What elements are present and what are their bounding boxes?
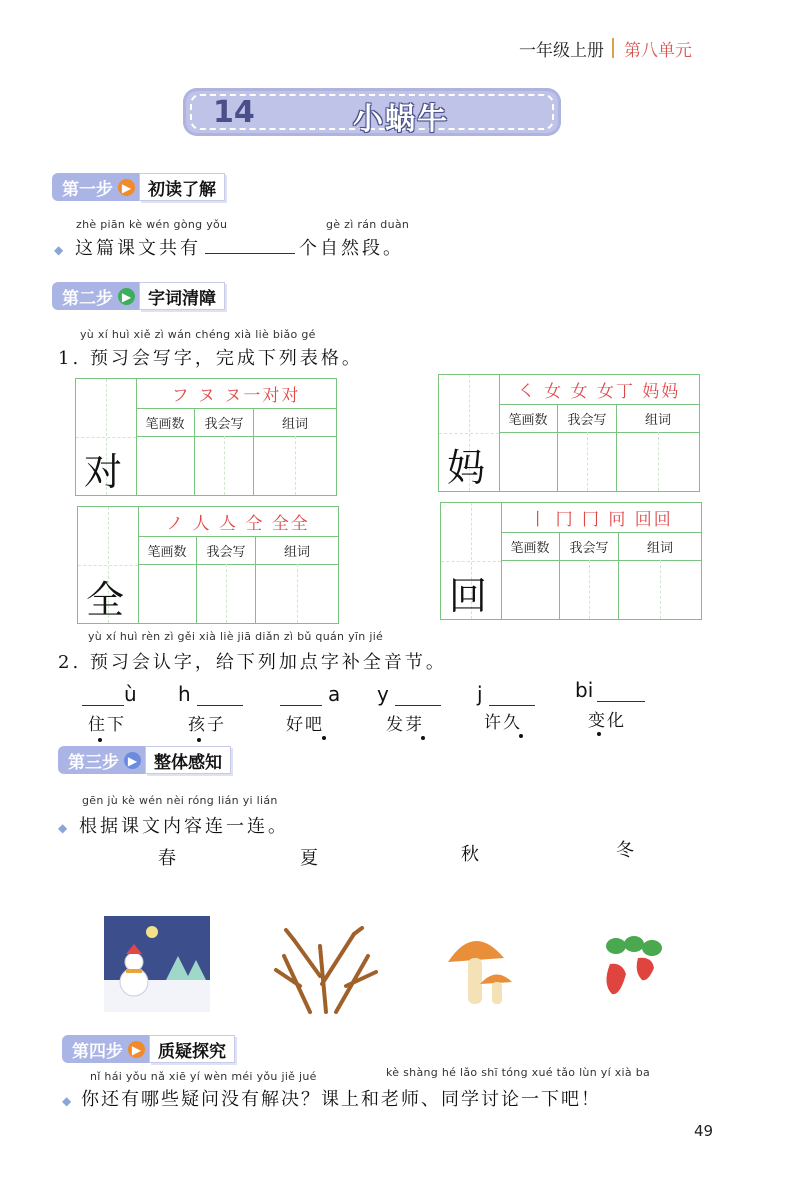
strawberry [637, 958, 654, 981]
syllable-1 [82, 682, 137, 706]
syllable-blank[interactable] [280, 687, 322, 706]
write-cell[interactable] [558, 432, 617, 491]
table-header-row [499, 404, 699, 433]
col-i-can-write: 我会写 [197, 536, 256, 564]
mushrooms-image[interactable] [444, 928, 516, 1008]
stroke-order: ㇛ 女 女 女丁 妈妈 [499, 375, 699, 405]
syllable-given: a [328, 682, 341, 706]
step2-heading [52, 281, 225, 311]
step3-tag [58, 746, 145, 774]
emphasis-dot [197, 738, 201, 742]
snowman-head [125, 953, 143, 971]
write-cell[interactable] [197, 564, 256, 623]
char-table-hui [440, 502, 702, 620]
step1-question [54, 234, 404, 260]
word-cell[interactable] [619, 560, 701, 619]
word-haoba: 好吧 [286, 715, 324, 735]
q1-pinyin: yù xí huì xiě zì wán chéng xià liè biǎo gé [80, 328, 316, 341]
page-number: 49 [694, 1122, 714, 1140]
col-stroke-count: 笔画数 [499, 404, 558, 432]
season-spring[interactable]: 春 [158, 848, 176, 869]
stroke-order: 丨 冂 冂 冋 回回 [501, 503, 701, 533]
syllable-blank[interactable] [197, 687, 243, 706]
unit-label: 第八单元 [624, 41, 692, 61]
char-cell [76, 379, 137, 495]
step3-tag-text: 第三步 [68, 752, 119, 773]
stroke-count-cell[interactable] [501, 560, 560, 619]
arrow-right-icon: ▶ [118, 288, 135, 305]
syllable-blank[interactable] [395, 687, 441, 706]
step1-tag [52, 173, 139, 201]
table-header-row [501, 532, 701, 561]
step4-heading [62, 1034, 235, 1064]
syllable-given: ù [124, 682, 137, 706]
table-body-row [501, 560, 701, 619]
write-cell[interactable] [560, 560, 619, 619]
step4-pinyin-a: nǐ hái yǒu nǎ xiē yí wèn méi yǒu jiě jué [90, 1070, 317, 1083]
mushroom-stem-small [492, 982, 502, 1004]
syllable-blank[interactable] [82, 687, 124, 706]
diamond-bullet-icon: ◆ [62, 1094, 74, 1108]
char-cell [78, 507, 139, 623]
bare-bushes-image[interactable] [270, 926, 382, 1014]
big-char: 全 [86, 578, 125, 622]
syllable-5 [477, 682, 535, 706]
table-header-row [138, 536, 338, 565]
word-faya: 发芽 [386, 715, 424, 735]
leaf [606, 938, 626, 954]
emphasis-dot [421, 736, 425, 740]
big-char: 回 [449, 574, 488, 618]
char-table-dui [75, 378, 337, 496]
step3-label: 整体感知 [145, 746, 231, 774]
season-winter[interactable]: 冬 [616, 840, 634, 861]
syllable-blank[interactable] [489, 687, 535, 706]
word-zhuxia: 住下 [88, 715, 126, 735]
stroke-order: ノ 人 亼 仝 全全 [138, 507, 338, 537]
stroke-count-cell[interactable] [499, 432, 558, 491]
step2-tag [52, 282, 139, 310]
diamond-bullet-icon: ◆ [58, 821, 71, 835]
syllable-3 [280, 682, 340, 706]
step1-tag-text: 第一步 [62, 179, 113, 200]
lesson-number: 14 [213, 95, 255, 130]
table-body-row [138, 564, 338, 623]
strawberries-image[interactable] [596, 934, 664, 998]
mushroom-stem [468, 958, 482, 1004]
step1-pinyin-b: gè zì rán duàn [326, 218, 410, 231]
step2-label: 字词清障 [139, 282, 225, 310]
word-xujiu: 许久 [484, 713, 522, 733]
snowman-scarf [126, 969, 142, 973]
arrow-right-icon: ▶ [118, 179, 135, 196]
arrow-right-icon: ▶ [124, 752, 141, 769]
word-bianhua: 变化 [588, 711, 626, 731]
col-word-building: 组词 [644, 412, 671, 428]
col-word-building: 组词 [283, 544, 310, 560]
syllable-given: bi [575, 678, 594, 702]
col-stroke-count: 笔画数 [136, 408, 195, 436]
q1-text: 1. 预习会写字，完成下列表格。 [58, 348, 363, 369]
word-haizi: 孩子 [188, 715, 226, 735]
branches [276, 928, 376, 1012]
step3-question [58, 812, 289, 838]
syllable-blank[interactable] [597, 683, 645, 702]
word-cell[interactable] [256, 564, 338, 623]
syllable-given: h [178, 682, 191, 706]
snowman-scene-image[interactable] [104, 916, 210, 1012]
col-word-building: 组词 [281, 416, 308, 432]
step4-text: 你还有哪些疑问没有解决？课上和老师、同学讨论一下吧！ [80, 1089, 601, 1110]
char-table-ma [438, 374, 700, 492]
col-stroke-count: 笔画数 [138, 536, 197, 564]
big-char: 妈 [447, 446, 486, 490]
col-word-building: 组词 [646, 540, 673, 556]
strawberry [606, 964, 626, 994]
step3-heading [58, 745, 231, 775]
char-cell [439, 375, 500, 491]
lesson-title: 小蜗牛 [353, 102, 449, 137]
emphasis-dot [597, 732, 601, 736]
step2-tag-text: 第二步 [62, 288, 113, 309]
col-stroke-count: 笔画数 [501, 532, 560, 560]
step3-text: 根据课文内容连一连。 [78, 816, 289, 837]
col-i-can-write: 我会写 [558, 404, 617, 432]
grade-label: 一年级上册 [519, 41, 604, 61]
syllable-given: j [477, 682, 483, 706]
stroke-order: フ ヌ ヌ一对对 [136, 379, 336, 409]
emphasis-dot [322, 736, 326, 740]
table-body-row [136, 436, 336, 495]
q2-pinyin: yù xí huì rèn zì gěi xià liè jiā diǎn zì bǔ quán yīn jié [88, 630, 384, 643]
step4-tag-text: 第四步 [72, 1041, 123, 1062]
moon [146, 926, 158, 938]
leaf [642, 940, 662, 956]
stroke-count-cell[interactable] [138, 564, 197, 623]
diamond-bullet-icon: ◆ [54, 243, 67, 257]
syllable-6 [575, 678, 645, 702]
step1-label: 初读了解 [139, 173, 225, 201]
col-i-can-write: 我会写 [195, 408, 254, 436]
step4-tag [62, 1035, 149, 1063]
arrow-right-icon: ▶ [128, 1041, 145, 1058]
step1-pinyin-a: zhè piān kè wén gòng yǒu [76, 218, 228, 231]
syllable-2 [178, 682, 243, 706]
emphasis-dot [98, 738, 102, 742]
season-summer[interactable]: 夏 [300, 848, 318, 869]
lesson-banner [183, 88, 561, 136]
step4-question [62, 1085, 601, 1111]
q2-text: 2. 预习会认字，给下列加点字补全音节。 [58, 652, 447, 673]
step1-text-a: 这篇课文共有 [74, 238, 201, 259]
write-cell[interactable] [195, 436, 254, 495]
char-table-quan [77, 506, 339, 624]
step4-label: 质疑探究 [149, 1035, 235, 1063]
emphasis-dot [519, 734, 523, 738]
step4-pinyin-b: kè shàng hé lǎo shī tóng xué tǎo lùn yí xià ba [386, 1066, 651, 1079]
paragraph-count-blank[interactable] [205, 253, 295, 254]
table-body-row [499, 432, 699, 491]
table-header-row [136, 408, 336, 437]
leaf [624, 936, 644, 952]
step1-heading [52, 172, 225, 202]
syllable-given: y [377, 682, 389, 706]
word-cell[interactable] [617, 432, 699, 491]
char-cell [441, 503, 502, 619]
syllable-4 [377, 682, 441, 706]
header-separator [612, 38, 614, 58]
col-i-can-write: 我会写 [560, 532, 619, 560]
season-autumn[interactable]: 秋 [461, 844, 479, 865]
step3-pinyin: gēn jù kè wén nèi róng lián yi lián [82, 794, 278, 807]
word-cell[interactable] [254, 436, 336, 495]
big-char: 对 [84, 450, 123, 494]
step1-text-b: 个自然段。 [298, 238, 404, 259]
stroke-count-cell[interactable] [136, 436, 195, 495]
